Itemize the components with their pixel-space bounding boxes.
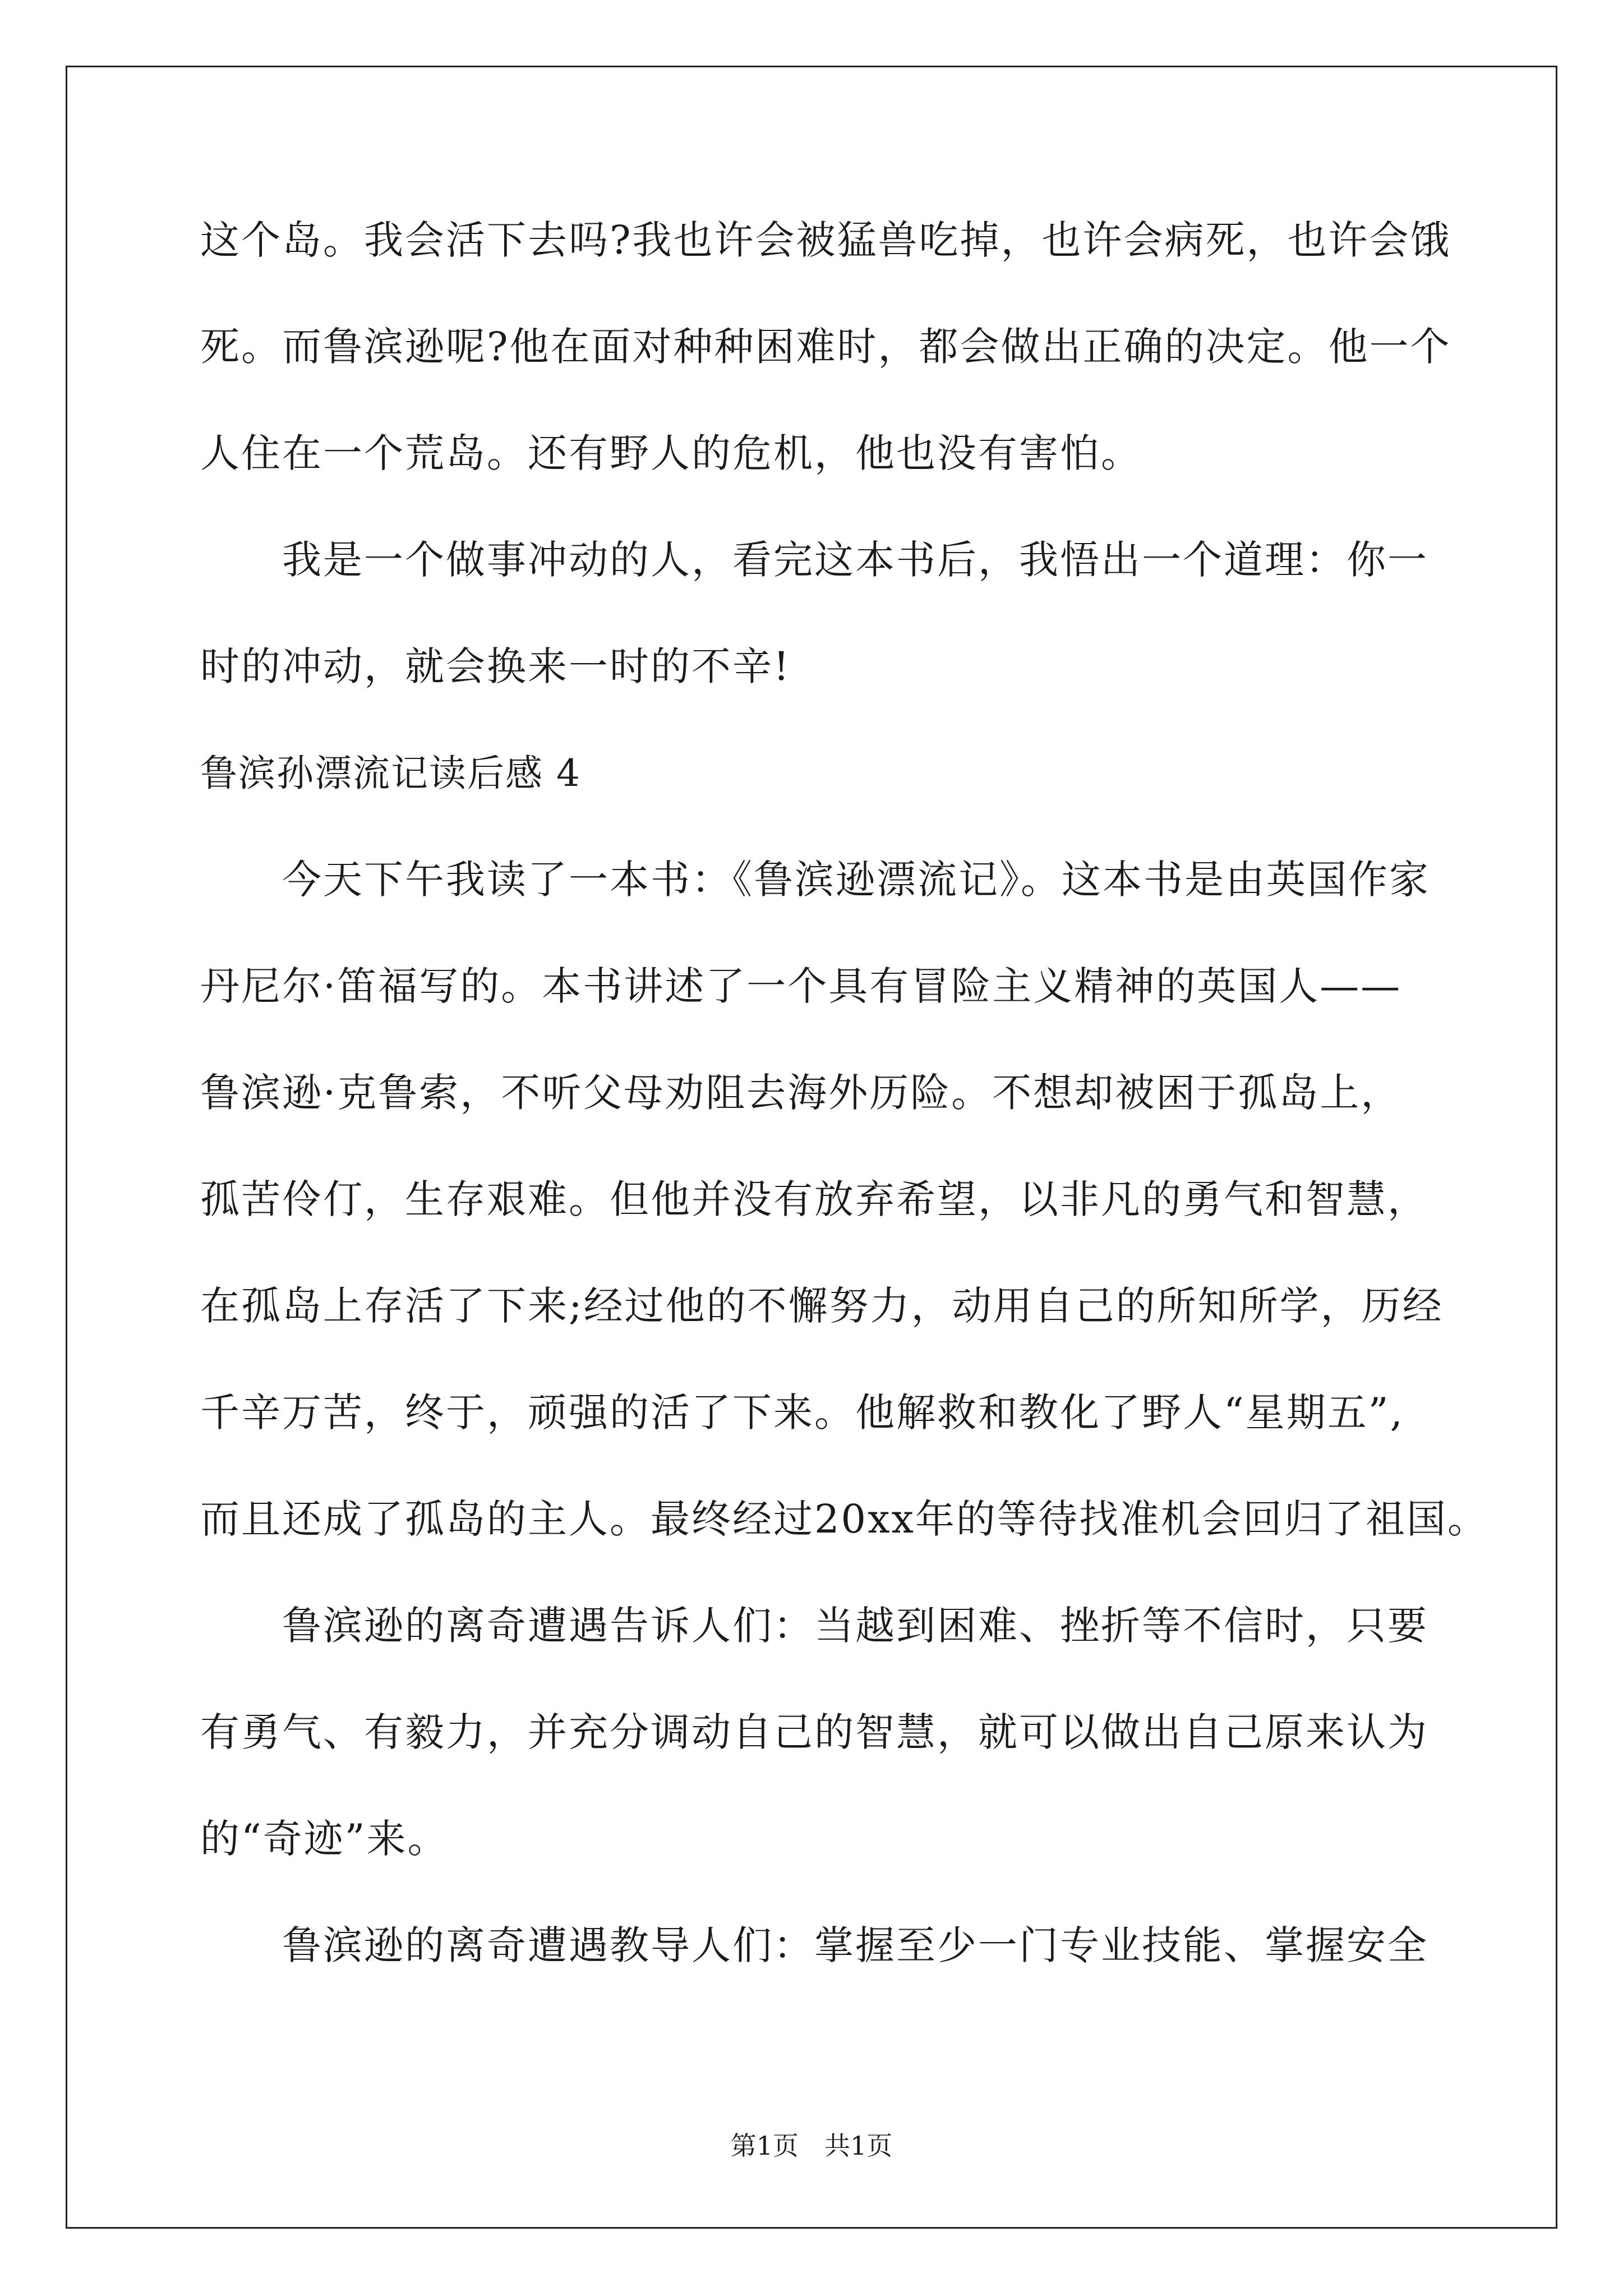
text-line: 死。而鲁滨逊呢?他在面对种种困难时，都会做出正确的决定。他一个 — [200, 324, 1451, 370]
section-heading: 鲁滨孙漂流记读后感 4 — [200, 752, 581, 795]
text-line: 今天下午我读了一本书：《鲁滨逊漂流记》。这本书是由英国作家 — [200, 857, 1430, 903]
text-line: 的“奇迹”来。 — [200, 1816, 449, 1862]
text-line: 这个岛。我会活下去吗?我也许会被猛兽吃掉，也许会病死，也许会饿 — [200, 217, 1451, 263]
text-line: 而且还成了孤岛的主人。最终经过20xx年的等待找准机会回归了祖国。 — [200, 1496, 1489, 1542]
text-line: 鲁滨逊·克鲁索，不听父母劝阻去海外历险。不想却被困于孤岛上， — [200, 1070, 1402, 1116]
page-footer: 第1页 共1页 — [730, 2131, 893, 2161]
text-line: 我是一个做事冲动的人，看完这本书后，我悟出一个道理：你一 — [200, 537, 1428, 583]
text-line: 时的冲动，就会换来一时的不辛! — [200, 643, 791, 689]
text-line: 鲁滨逊的离奇遭遇告诉人们：当越到困难、挫折等不信时，只要 — [200, 1603, 1428, 1649]
text-line: 人住在一个荒岛。还有野人的危机，他也没有害怕。 — [200, 430, 1142, 476]
text-line: 孤苦伶仃，生存艰难。但他并没有放弃希望，以非凡的勇气和智慧， — [200, 1176, 1428, 1222]
text-line: 千辛万苦，终于，顽强的活了下来。他解救和教化了野人“星期五”, — [200, 1389, 1404, 1435]
text-line: 在孤岛上存活了下来;经过他的不懈努力，动用自己的所知所学，历经 — [200, 1283, 1444, 1329]
text-line: 鲁滨逊的离奇遭遇教导人们：掌握至少一门专业技能、掌握安全 — [200, 1922, 1428, 1968]
text-line: 有勇气、有毅力，并充分调动自己的智慧，就可以做出自己原来认为 — [200, 1709, 1428, 1755]
document-body — [200, 213, 1489, 2025]
text-line: 丹尼尔·笛福写的。本书讲述了一个具有冒险主义精神的英国人—— — [200, 963, 1402, 1009]
